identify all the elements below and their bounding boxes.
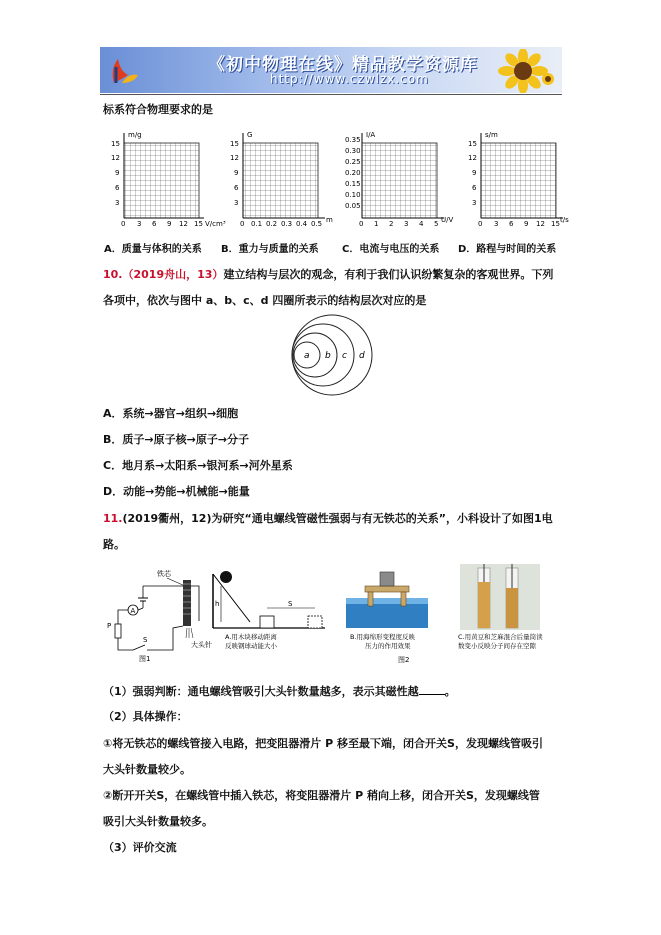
graph-b-xtick: 0.5 bbox=[311, 220, 323, 228]
graph-c-ytick: 0.25 bbox=[345, 158, 361, 166]
switch-label: S bbox=[143, 636, 148, 644]
graph-d-ytick: 12 bbox=[468, 154, 477, 162]
q10-option-c: C．地月系→太阳系→银河系→河外星系 bbox=[103, 459, 293, 472]
q11-p5: （3）评价交流 bbox=[103, 841, 177, 854]
q11-p4b: 吸引大头针数量较多。 bbox=[103, 815, 213, 828]
graph-b-ylabel: G bbox=[247, 131, 253, 139]
fig2-a-caption2: 反映钢球动能大小 bbox=[225, 642, 277, 650]
site-logo-icon bbox=[108, 53, 142, 87]
graph-b-xtick: 0.2 bbox=[266, 220, 278, 228]
circle-label-d: d bbox=[359, 351, 365, 361]
q9-option-b: B．重力与质量的关系 bbox=[221, 244, 319, 255]
graph-c-ytick: 0.10 bbox=[345, 191, 361, 199]
graph-c-xlabel: U/V bbox=[441, 216, 454, 224]
graph-b-ytick: 15 bbox=[230, 140, 239, 148]
q11-p1 bbox=[103, 684, 456, 699]
graph-d-xtick: 0 bbox=[478, 220, 483, 228]
graph-a-xtick: 3 bbox=[137, 220, 142, 228]
steel-ball-icon bbox=[220, 571, 232, 583]
graph-a-xtick: 15 bbox=[194, 220, 203, 228]
graph-b-ytick: 9 bbox=[234, 169, 239, 177]
graph-a-ytick: 12 bbox=[111, 154, 120, 162]
graph-c-xtick: 2 bbox=[389, 220, 394, 228]
graph-d-xtick: 15 bbox=[551, 220, 560, 228]
experiment-figure-2 bbox=[210, 562, 550, 668]
q10-option-a: A．系统→器官→组织→细胞 bbox=[103, 407, 239, 420]
banner-url[interactable]: http://www.czwlzx.com bbox=[270, 72, 429, 86]
switch-icon bbox=[133, 645, 145, 650]
graph-d-ytick: 9 bbox=[472, 169, 477, 177]
circle-label-b: b bbox=[325, 351, 331, 361]
graph-a-xtick: 12 bbox=[179, 220, 188, 228]
q10-line2: 各项中，依次与图中 a、b、c、d 四圈所表示的结构层次对应的是 bbox=[103, 294, 427, 307]
graph-c-xtick: 4 bbox=[419, 220, 424, 228]
wood-block-icon bbox=[260, 616, 274, 628]
circle-label-a: a bbox=[304, 351, 310, 361]
graph-d-ytick: 15 bbox=[468, 140, 477, 148]
graph-d-xtick: 3 bbox=[494, 220, 499, 228]
graph-b-ytick: 3 bbox=[234, 199, 239, 207]
graph-c-xtick: 3 bbox=[404, 220, 409, 228]
fig2-a-caption1: A.用木块移动距离 bbox=[225, 633, 277, 641]
header-banner bbox=[100, 47, 562, 93]
graph-d-xlabel: t/s bbox=[560, 216, 569, 224]
figure-2-caption: 图2 bbox=[398, 656, 410, 664]
fig2-c-caption1: C.用黄豆和芝麻混合后量筒读 bbox=[458, 633, 543, 641]
q10-line1 bbox=[103, 268, 553, 282]
graph-d-xtick: 6 bbox=[509, 220, 514, 228]
fig2-b-caption2: 压力的作用效果 bbox=[365, 642, 411, 650]
graph-a-ytick: 15 bbox=[111, 140, 120, 148]
graph-c-xtick: 1 bbox=[374, 220, 379, 228]
answer-blank[interactable] bbox=[419, 684, 445, 695]
graph-c-xtick: 5 bbox=[434, 220, 439, 228]
q9-option-a: A．质量与体积的关系 bbox=[104, 244, 202, 255]
graph-c-ytick: 0.15 bbox=[345, 180, 361, 188]
graph-c-ytick: 0.05 bbox=[345, 202, 361, 210]
q11-line1 bbox=[103, 512, 553, 526]
q11-p3a: ①将无铁芯的螺线管接入电路，把变阻器滑片 P 移至最下端，闭合开关S，发现螺线管吸引 bbox=[103, 737, 543, 750]
graph-d-xtick: 12 bbox=[536, 220, 545, 228]
graph-b-xtick: 0.3 bbox=[281, 220, 293, 228]
graph-a bbox=[111, 131, 226, 228]
q11-text: 为研究“通电螺线管磁性强弱与有无铁芯的关系”，小科设计了如图1电 bbox=[211, 512, 553, 525]
q11-p2: （2）具体操作： bbox=[103, 710, 188, 723]
nested-circles-diagram bbox=[285, 312, 380, 397]
graph-b-ytick: 6 bbox=[234, 184, 239, 192]
graph-a-ytick: 6 bbox=[115, 184, 120, 192]
graph-c-ytick: 0.20 bbox=[345, 169, 361, 177]
fig2-b-caption1: B.用海绵形变程度反映 bbox=[350, 633, 416, 641]
fig2-panel-c bbox=[458, 564, 543, 650]
graph-b-xtick: 0.1 bbox=[251, 220, 263, 228]
graph-a-ylabel: m/g bbox=[128, 131, 142, 139]
q10-text: 建立结构与层次的观念，有利于我们认识纷繁复杂的客观世界。下列 bbox=[223, 268, 554, 281]
banner-title: 《初中物理在线》精品教学资源库 bbox=[208, 55, 478, 75]
graph-a-xtick: 6 bbox=[152, 220, 157, 228]
core-label: 铁芯 bbox=[157, 570, 171, 578]
circuit-figure-1 bbox=[103, 566, 223, 664]
graph-c-ytick: 0.35 bbox=[345, 136, 361, 144]
rheostat-icon bbox=[115, 624, 121, 638]
distance-label: S bbox=[288, 600, 293, 608]
q11-p4a: ②断开开关S，在螺线管中插入铁芯，将变阻器滑片 P 稍向上移，闭合开关S，发现螺线管 bbox=[103, 789, 540, 802]
q10-source: （2019舟山，13） bbox=[122, 268, 224, 281]
q10-option-d: D．动能→势能→机械能→能量 bbox=[103, 485, 250, 498]
fig2-panel-a bbox=[213, 571, 325, 650]
graph-d-xtick: 9 bbox=[524, 220, 529, 228]
q11-number: 11. bbox=[103, 512, 123, 525]
ammeter-label: A bbox=[130, 607, 136, 615]
table-icon bbox=[365, 586, 409, 592]
q10-number: 10. bbox=[103, 268, 123, 281]
graph-c-ytick: 0.30 bbox=[345, 147, 361, 155]
graph-d-ytick: 3 bbox=[472, 199, 477, 207]
graph-b-xtick: 0.4 bbox=[296, 220, 308, 228]
pins-label: 大头针 bbox=[191, 641, 212, 649]
graph-d-ylabel: s/m bbox=[485, 131, 498, 139]
circle-label-c: c bbox=[342, 351, 347, 361]
q9-option-d: D．路程与时间的关系 bbox=[458, 244, 557, 255]
q11-line2: 路。 bbox=[103, 538, 125, 551]
solenoid-icon bbox=[183, 580, 191, 626]
fig2-panel-b bbox=[346, 572, 428, 650]
weight-icon bbox=[380, 572, 394, 586]
graph-c bbox=[345, 131, 453, 228]
graph-c-ylabel: I/A bbox=[366, 131, 376, 139]
graph-b-ytick: 12 bbox=[230, 154, 239, 162]
q10-option-b: B．质子→原子核→原子→分子 bbox=[103, 433, 250, 446]
graph-panel bbox=[100, 125, 570, 233]
figure-1-caption: 图1 bbox=[139, 655, 151, 663]
q11-p3b: 大头针数量较少。 bbox=[103, 763, 191, 776]
graph-a-ytick: 3 bbox=[115, 199, 120, 207]
graph-a-ytick: 9 bbox=[115, 169, 120, 177]
graph-c-xtick: 0 bbox=[359, 220, 364, 228]
sunflower-icon bbox=[490, 49, 556, 93]
slider-label: P bbox=[107, 622, 112, 630]
graph-a-xtick: 0 bbox=[121, 220, 126, 228]
intro-line: 标系符合物理要求的是 bbox=[103, 103, 213, 116]
graph-b bbox=[230, 131, 333, 228]
height-label: h bbox=[215, 600, 220, 608]
q11-p1-end: 。 bbox=[444, 685, 456, 698]
fig2-c-caption2: 数变小反映分子间存在空隙 bbox=[458, 642, 536, 650]
q11-source: (2019衢州，12) bbox=[122, 512, 212, 525]
q9-option-c: C．电流与电压的关系 bbox=[342, 244, 440, 255]
graph-b-xlabel: m bbox=[326, 216, 333, 224]
header-divider bbox=[100, 94, 562, 95]
graph-d-ytick: 6 bbox=[472, 184, 477, 192]
graph-d bbox=[468, 131, 569, 228]
graph-a-xtick: 9 bbox=[167, 220, 172, 228]
graph-b-xtick: 0 bbox=[240, 220, 245, 228]
graph-a-xlabel: V/cm³ bbox=[205, 220, 226, 228]
q11-p1-text: （1）强弱判断：通电螺线管吸引大头针数量越多，表示其磁性越 bbox=[103, 685, 419, 698]
